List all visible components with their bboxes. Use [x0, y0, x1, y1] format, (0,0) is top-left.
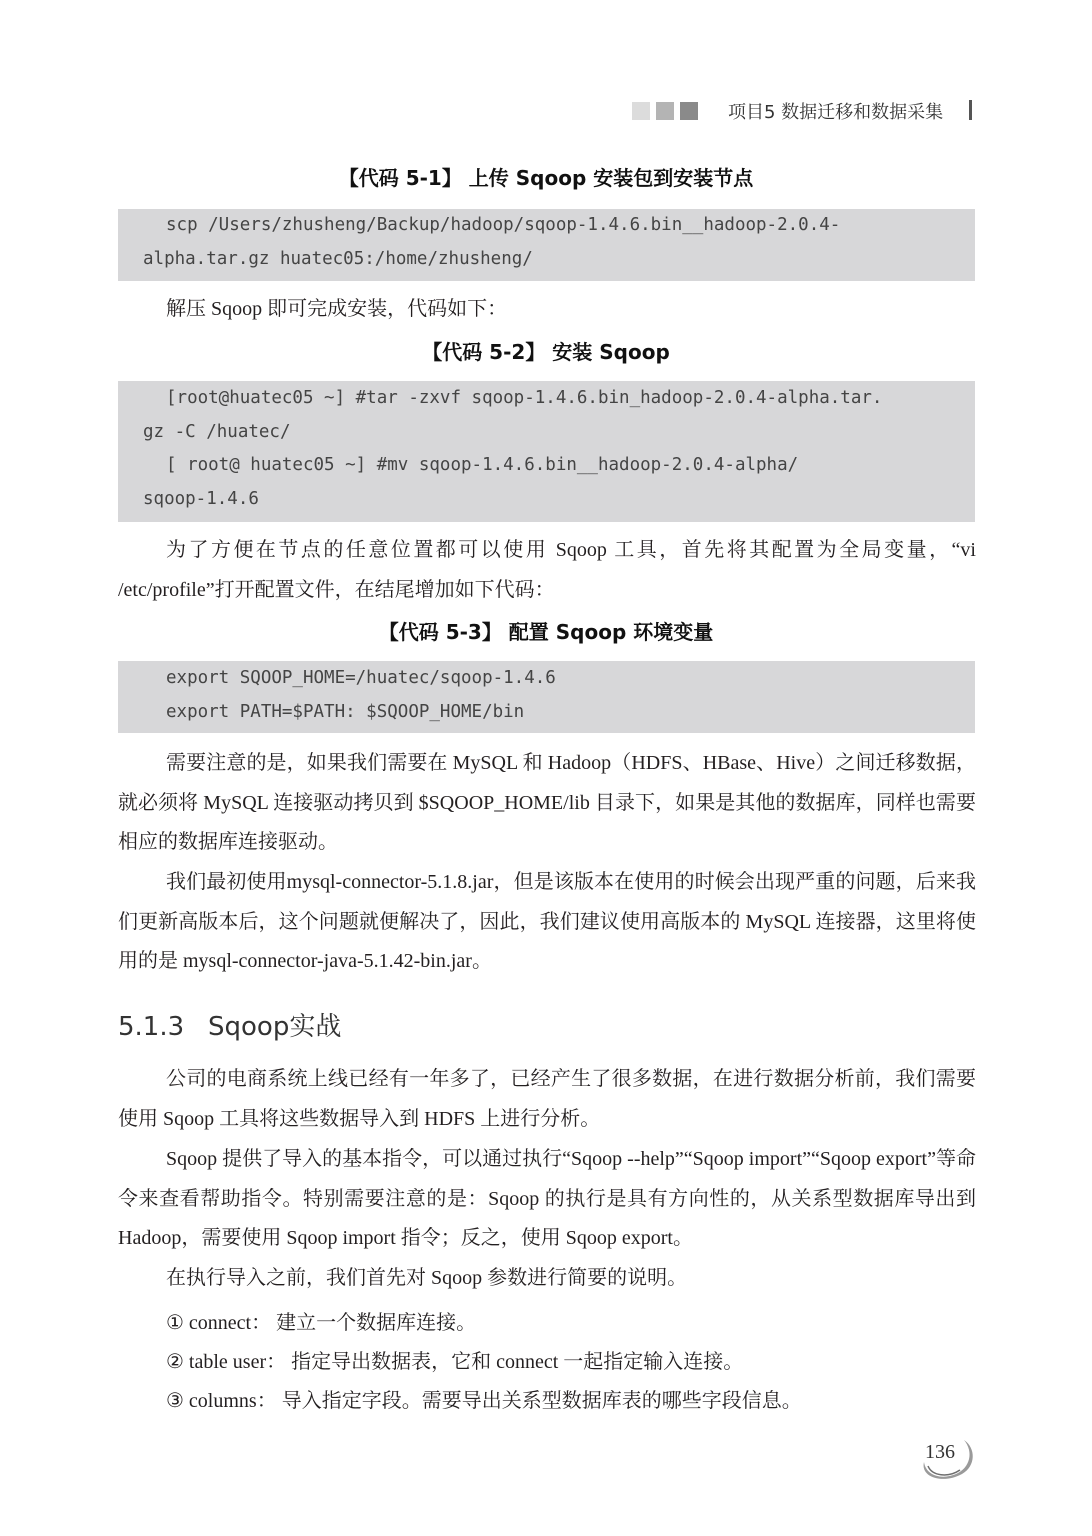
paragraph-install: 解压 Sqoop 即可完成安装，代码如下：: [166, 298, 508, 320]
code-line: alpha.tar.gz huatec05:/home/zhusheng/: [143, 249, 533, 269]
list-item: ③ columns： 导入指定字段。需要导出关系型数据库表的哪些字段信息。: [166, 1390, 802, 1412]
section-title: Sqoop实战: [208, 1012, 342, 1042]
code-line: [ root@ huatec05 ~] #mv sqoop-1.4.6.bin__hadoop-2.0.4-alpha/: [166, 455, 799, 475]
section-number: 5.1.3: [118, 1012, 185, 1042]
paragraph-connector-version: 我们最初使用mysql-connector-5.1.8.jar，但是该版本在使用的时候会出现严重的问题，后来我们更新高版本后，这个问题就便解决了，因此，我们建议使用高版本的 MySQL 连接器，这里将使用的是 mysql-connector-java-5.1.42-bin.jar。: [118, 871, 976, 972]
code-line: gz -C /huatec/: [143, 422, 291, 442]
paragraph-global-var: 为了方便在节点的任意位置都可以使用 Sqoop 工具，首先将其配置为全局变量，“vi /etc/profile”打开配置文件，在结尾增加如下代码：: [118, 539, 976, 601]
header-title: 项目5 数据迁移和数据采集: [728, 102, 944, 123]
header-square-mid: [656, 102, 674, 120]
header-square-dark: [680, 102, 698, 120]
header-square-light: [632, 102, 650, 120]
section-heading: [118, 1006, 341, 1043]
code-block-5-1: [118, 209, 975, 281]
code-line: export SQOOP_HOME=/huatec/sqoop-1.4.6: [166, 668, 556, 688]
running-header: [632, 96, 943, 126]
paragraph-sqoop-commands: Sqoop 提供了导入的基本指令，可以通过执行“Sqoop --help”“Sqoop import”“Sqoop export”等命令来查看帮助指令。特别需要注意的是：Sqoop 的执行是具有方向性的，从关系型数据库导出到 Hadoop，需要使用 Sqoop import 指令；反之，使用 Sqoop export。: [118, 1148, 976, 1249]
header-rule: [969, 100, 972, 120]
page-number: 136: [925, 1441, 955, 1463]
code-block-5-2: [118, 381, 975, 522]
code-block-5-3: [118, 661, 975, 733]
code-line: [root@huatec05 ~] #tar -zxvf sqoop-1.4.6.bin_hadoop-2.0.4-alpha.tar.: [166, 388, 883, 408]
list-item: ② table user： 指定导出数据表，它和 connect 一起指定输入连接。: [166, 1351, 744, 1373]
code-caption-5-1: 【代码 5-1】 上传 Sqoop 安装包到安装节点: [338, 166, 754, 190]
code-line: scp /Users/zhusheng/Backup/hadoop/sqoop-1.4.6.bin__hadoop-2.0.4-: [166, 215, 841, 235]
code-caption-5-2: 【代码 5-2】 安装 Sqoop: [422, 340, 670, 364]
paragraph-params-intro: 在执行导入之前，我们首先对 Sqoop 参数进行简要的说明。: [166, 1267, 688, 1289]
paragraph-driver-note: 需要注意的是，如果我们需要在 MySQL 和 Hadoop（HDFS、HBase、Hive）之间迁移数据，就必须将 MySQL 连接驱动拷贝到 $SQOOP_HOME/lib 目录下，如果是其他的数据库，同样也需要相应的数据库连接驱动。: [118, 752, 976, 853]
code-caption-5-3: 【代码 5-3】 配置 Sqoop 环境变量: [378, 620, 714, 644]
code-line: sqoop-1.4.6: [143, 489, 259, 509]
list-item: ① connect： 建立一个数据库连接。: [166, 1312, 477, 1334]
paragraph-ecommerce: 公司的电商系统上线已经有一年多了，已经产生了很多数据，在进行数据分析前，我们需要使用 Sqoop 工具将这些数据导入到 HDFS 上进行分析。: [118, 1068, 976, 1130]
code-line: export PATH=$PATH: $SQOOP_HOME/bin: [166, 702, 525, 722]
